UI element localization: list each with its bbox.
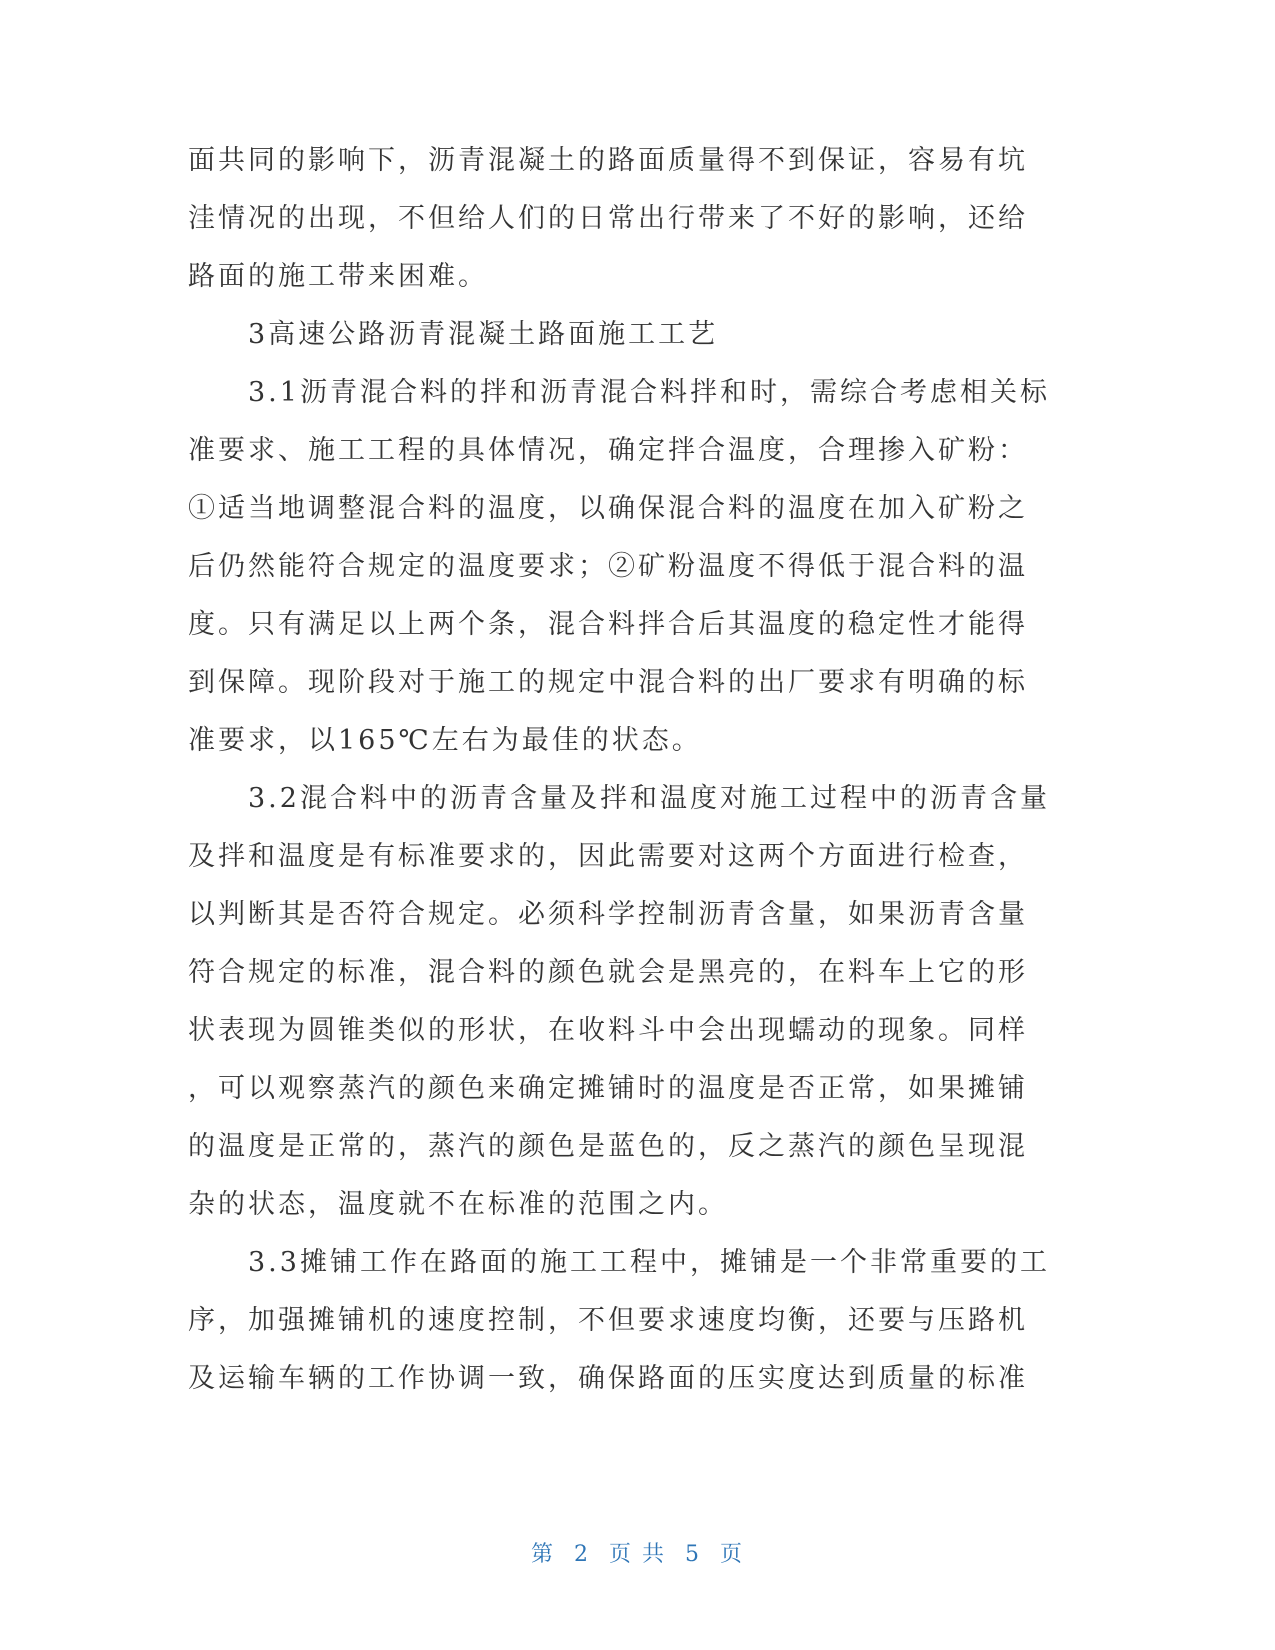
total-page-count: 5 [685, 1542, 701, 1567]
paragraph-line: 3.2混合料中的沥青含量及拌和温度对施工过程中的沥青含量 [248, 783, 1050, 814]
footer-prefix: 第 [530, 1542, 555, 1567]
paragraph-line: 度。只有满足以上两个条，混合料拌合后其温度的稳定性才能得 [188, 609, 1028, 640]
footer-middle: 页 共 [609, 1542, 666, 1567]
paragraph-line: ①适当地调整混合料的温度，以确保混合料的温度在加入矿粉之 [188, 493, 1028, 524]
paragraph-line: 的温度是正常的，蒸汽的颜色是蓝色的，反之蒸汽的颜色呈现混 [188, 1131, 1028, 1162]
paragraph-line: 准要求，以165℃左右为最佳的状态。 [188, 725, 702, 756]
paragraph-line: ，可以观察蒸汽的颜色来确定摊铺时的温度是否正常，如果摊铺 [188, 1073, 1028, 1104]
paragraph-line: 3.1沥青混合料的拌和沥青混合料拌和时，需综合考虑相关标 [248, 377, 1050, 408]
paragraph-line: 以判断其是否符合规定。必须科学控制沥青含量，如果沥青含量 [188, 899, 1028, 930]
paragraph-line: 符合规定的标准，混合料的颜色就会是黑亮的，在料车上它的形 [188, 957, 1028, 988]
paragraph-line: 面共同的影响下，沥青混凝土的路面质量得不到保证，容易有坑 [188, 145, 1028, 176]
paragraph-line: 准要求、施工工程的具体情况，确定拌合温度，合理掺入矿粉： [188, 435, 1028, 466]
paragraph-line: 序，加强摊铺机的速度控制，不但要求速度均衡，还要与压路机 [188, 1305, 1028, 1336]
footer-suffix: 页 [720, 1542, 745, 1567]
section-heading: 3高速公路沥青混凝土路面施工工艺 [248, 319, 719, 350]
paragraph-line: 洼情况的出现，不但给人们的日常出行带来了不好的影响，还给 [188, 203, 1028, 234]
paragraph-line: 及运输车辆的工作协调一致，确保路面的压实度达到质量的标准 [188, 1363, 1028, 1394]
page-number-footer [0, 1537, 1275, 1568]
paragraph-line: 状表现为圆锥类似的形状，在收料斗中会出现蠕动的现象。同样 [188, 1015, 1028, 1046]
current-page-number: 2 [574, 1542, 590, 1567]
paragraph-line: 后仍然能符合规定的温度要求；②矿粉温度不得低于混合料的温 [188, 551, 1028, 582]
paragraph-line: 3.3摊铺工作在路面的施工工程中，摊铺是一个非常重要的工 [248, 1247, 1050, 1278]
paragraph-line: 到保障。现阶段对于施工的规定中混合料的出厂要求有明确的标 [188, 667, 1028, 698]
paragraph-line: 杂的状态，温度就不在标准的范围之内。 [188, 1189, 728, 1220]
paragraph-line: 及拌和温度是有标准要求的，因此需要对这两个方面进行检查， [188, 841, 1028, 872]
paragraph-line: 路面的施工带来困难。 [188, 261, 488, 292]
